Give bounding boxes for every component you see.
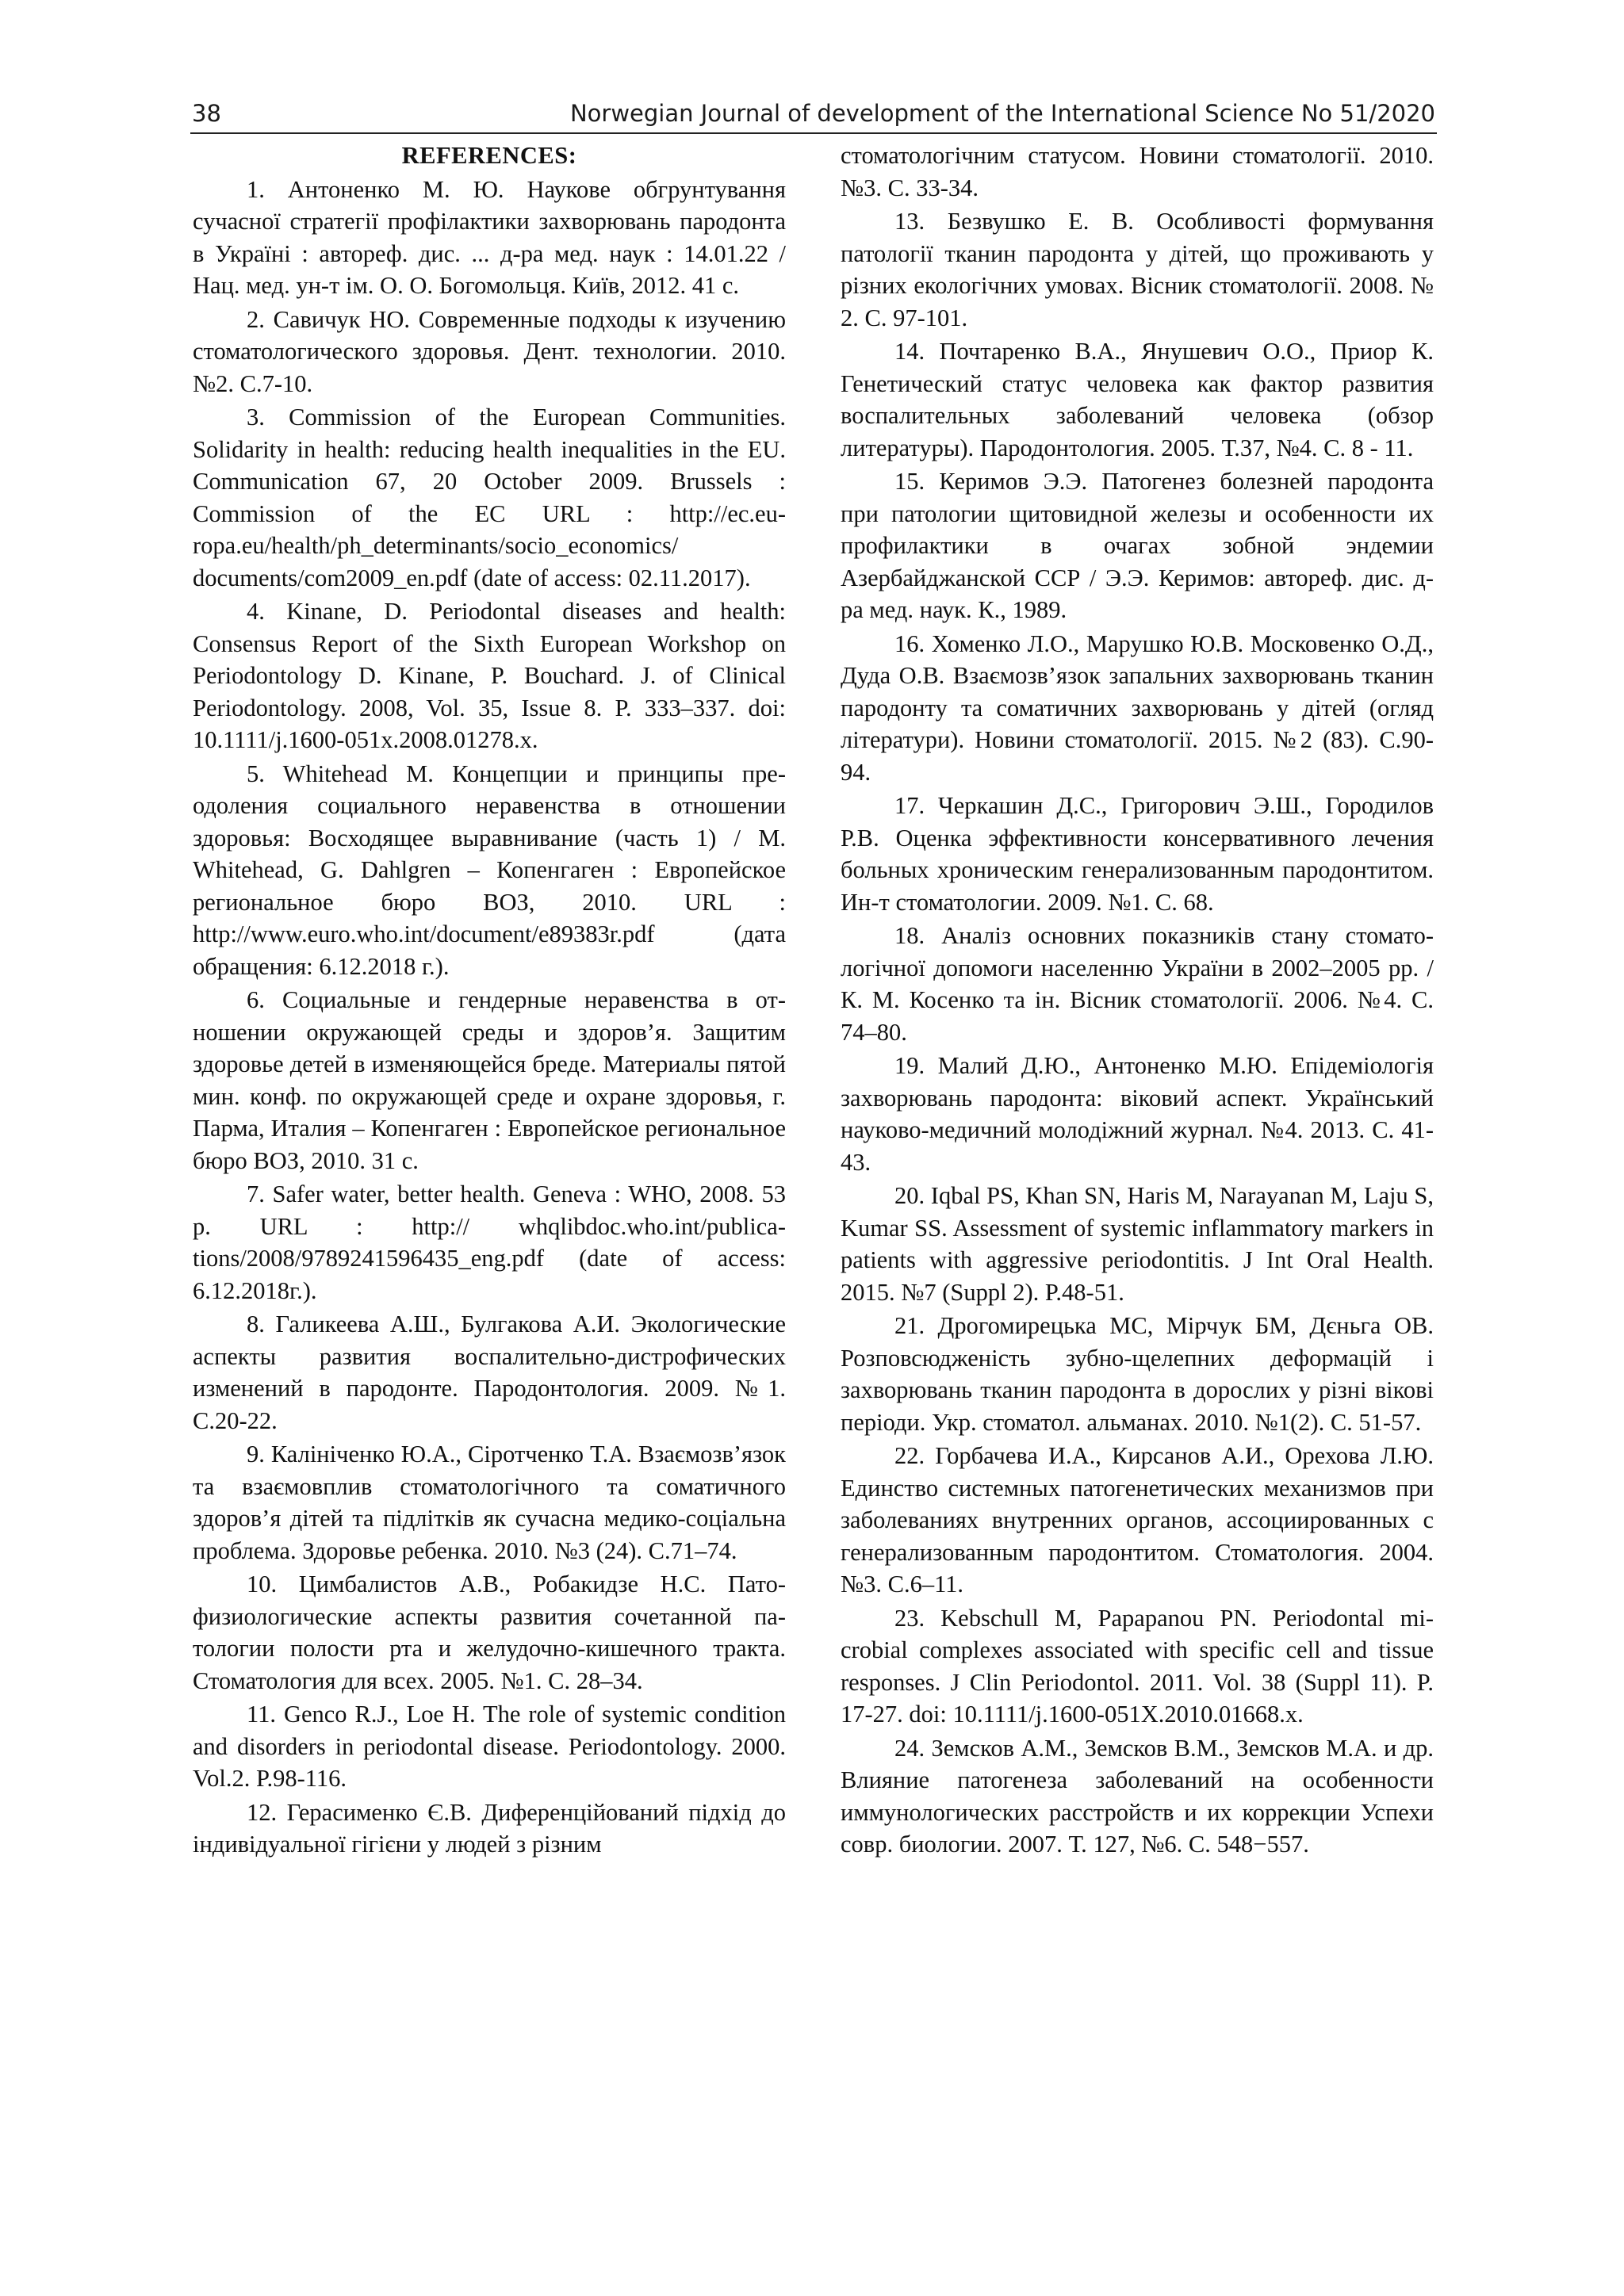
reference-item: 8. Галикеева А.Ш., Булгакова А.И. Экологические аспекты развития воспалительно-дистрофических изменений в пародонте. Пародонтология. 2009. №1. С.20-22. xyxy=(193,1311,786,1434)
reference-item: 24. Земсков А.М., Земсков В.М., Земсков М.А. и др. Влияние патогенеза заболеваний на особенности иммунологических расстройств и их коррекции Успехи совр. биологии. 2007. Т. 127, №6. С. 548−557. xyxy=(841,1734,1434,1858)
reference-continuation: стоматологічним статусом. Новини стоматології. 2010. №3. С. 33-34. xyxy=(841,142,1434,201)
reference-item: 6. Социальные и гендерные неравенства в отношении окружающей среды и здоров’я. Защитим здоровье детей в изменяющейся бреде. Материалы пятой мин. конф. по окружающей среде и охране здоровья, г. Парма, Италия – Копенгаген : Европейское региональное бюро ВОЗ, 2010. 31 с. xyxy=(193,986,786,1174)
reference-item: 7. Safer water, better health. Geneva : WHO, 2008. 53 p. URL : http:// whqlibdoc.who.int/publications/2008/9789241596435_eng.pdf (date of access: 6.12.2018г.). xyxy=(193,1181,786,1304)
reference-item: 11. Genco R.J., Loe H. The role of systemic condition and disorders in periodontal disease. Periodontology. 2000. Vol.2. P.98-116. xyxy=(193,1701,786,1792)
reference-item: 9. Калініченко Ю.А., Сіротченко Т.А. Взаємозв’язок та взаємовплив стоматологічного та соматичного здоров’я дітей та підлітків як сучасна медико-соціальна проблема. Здоровье ребенка. 2010. №3 (24). С.71–74. xyxy=(193,1441,786,1564)
reference-item: 1. Антоненко М. Ю. Наукове обгрунтування сучасної стратегії профілактики захворювань пародонта в Україні : автореф. дис. ... д-ра мед. наук : 14.01.22 / Нац. мед. ун-т ім. О. О. Богомольця. Київ, 2012. 41 с. xyxy=(193,175,786,299)
left-column xyxy=(193,140,786,1862)
journal-title: Norwegian Journal of development of the International Science No 51/2020 xyxy=(569,100,1435,127)
reference-item: 17. Черкашин Д.С., Григорович Э.Ш., Городилов Р.В. Оценка эффективности консервативного лечения больных хроническим генерализованным пародонтитом. Ин-т стоматологии. 2009. №1. С. 68. xyxy=(841,792,1434,916)
running-header xyxy=(190,98,1435,135)
reference-item: 2. Савичук НО. Современные подходы к изучению стоматологического здоровья. Дент. технологии. 2010. №2. С.7-10. xyxy=(193,305,786,397)
reference-item: 16. Хоменко Л.О., Марушко Ю.В. Московенко О.Д., Дуда О.В. Взаємозв’язок запальних захворювань тканин пародонту та соматичних захворювань у дітей (огляд літератури). Новини стоматології. 2015. №2 (83). С.90-94. xyxy=(841,629,1434,786)
reference-item: 4. Kinane, D. Periodontal diseases and health: Consensus Report of the Sixth European Workshop on Periodontology D. Kinane, P. Bouchard. J. of Clinical Periodontology. 2008, Vol. 35, Issue 8. P. 333–337. doi: 10.1111/j.1600-051x.2008.01278.x. xyxy=(193,598,786,753)
reference-item: 15. Керимов Э.Э. Патогенез болезней пародонта при патологии щитовидной железы и особенности их профилактики в очагах зобной эндемии Азербайджанской ССР / Э.Э. Керимов: автореф. дис. д-ра мед. наук. К., 1989. xyxy=(841,468,1434,623)
reference-item: 3. Commission of the European Communities. Solidarity in health: reducing health inequalities in the EU. Communication 67, 20 October 2009. Brussels : Commission of the EC URL : http://ec.europa.eu/health/ph_determinants/socio_economics/ documents/com2009_en.pdf (date of access: 02.11.2017). xyxy=(193,404,786,591)
reference-item: 12. Герасименко Є.В. Диференційований підхід до індивідуальної гігієни у людей з різним xyxy=(193,1798,786,1858)
header-rule xyxy=(190,132,1437,134)
reference-item: 19. Малий Д.Ю., Антоненко М.Ю. Епідеміологія захворювань пародонта: віковий аспект. Український науково-медичний молодіжний журнал. №4. 2013. С. 41-43. xyxy=(841,1052,1434,1176)
references-heading: REFERENCES: xyxy=(401,142,577,169)
reference-item: 20. Iqbal PS, Khan SN, Haris M, Narayanan M, Laju S, Kumar SS. Assessment of systemic inflammatory markers in patients with aggressive periodontitis. J Int Oral Health. 2015. №7 (Suppl 2). P.48-51. xyxy=(841,1182,1434,1306)
reference-item: 18. Аналіз основних показників стану стоматологічної допомоги населенню України в 2002–2005 рр. / К. М. Косенко та ін. Вісник стоматології. 2006. №4. С. 74–80. xyxy=(841,922,1434,1046)
reference-item: 14. Почтаренко В.А., Янушевич О.О., Приор К. Генетический статус человека как фактор развития воспалительных заболеваний человека (обзор литературы). Пародонтология. 2005. Т.37, №4. С. 8 - 11. xyxy=(841,338,1434,461)
reference-item: 10. Цимбалистов А.В., Робакидзе Н.С. Патофизиологические аспекты развития сочетанной патологии полости рта и желудочно-кишечного тракта. Стоматология для всех. 2005. №1. С. 28–34. xyxy=(193,1571,786,1694)
reference-item: 13. Безвушко Е. В. Особливості формування патології тканин пародонта у дітей, що проживають у різних екологічних умовах. Вісник стоматології. 2008. № 2. С. 97-101. xyxy=(841,208,1434,331)
reference-item: 22. Горбачева И.А., Кирсанов А.И., Орехова Л.Ю. Единство системных патогенетических механизмов при заболеваниях внутренних органов, ассоциированных с генерализованным пародонтитом. Стоматология. 2004. №3. С.6–11. xyxy=(841,1442,1434,1598)
reference-item: 23. Kebschull M, Papapanou PN. Periodontal microbial complexes associated with specific cell and tissue responses. J Clin Periodontol. 2011. Vol. 38 (Suppl 11). P. 17-27. doi: 10.1111/j.1600-051X.2010.01668.x. xyxy=(841,1604,1434,1728)
reference-item: 21. Дрогомирецька МС, Мірчук БМ, Дєньга ОВ. Розповсюдженість зубно-щелепних деформацій і захворювань тканин пародонта в дорослих у різні вікові періоди. Укр. стоматол. альманах. 2010. №1(2). С. 51-57. xyxy=(841,1312,1434,1436)
right-column xyxy=(841,140,1434,1862)
page-number: 38 xyxy=(192,100,221,127)
reference-item: 5. Whitehead M. Концепции и принципы преодоления социального неравенства в отношении здоровья: Восходящее выравнивание (часть 1) / M. Whitehead, G. Dahlgren – Копенгаген : Европейское региональное бюро ВОЗ, 2010. URL : http://www.euro.who.int/document/e89383r.pdf (дата обращения: 6.12.2018 г.). xyxy=(193,760,786,980)
